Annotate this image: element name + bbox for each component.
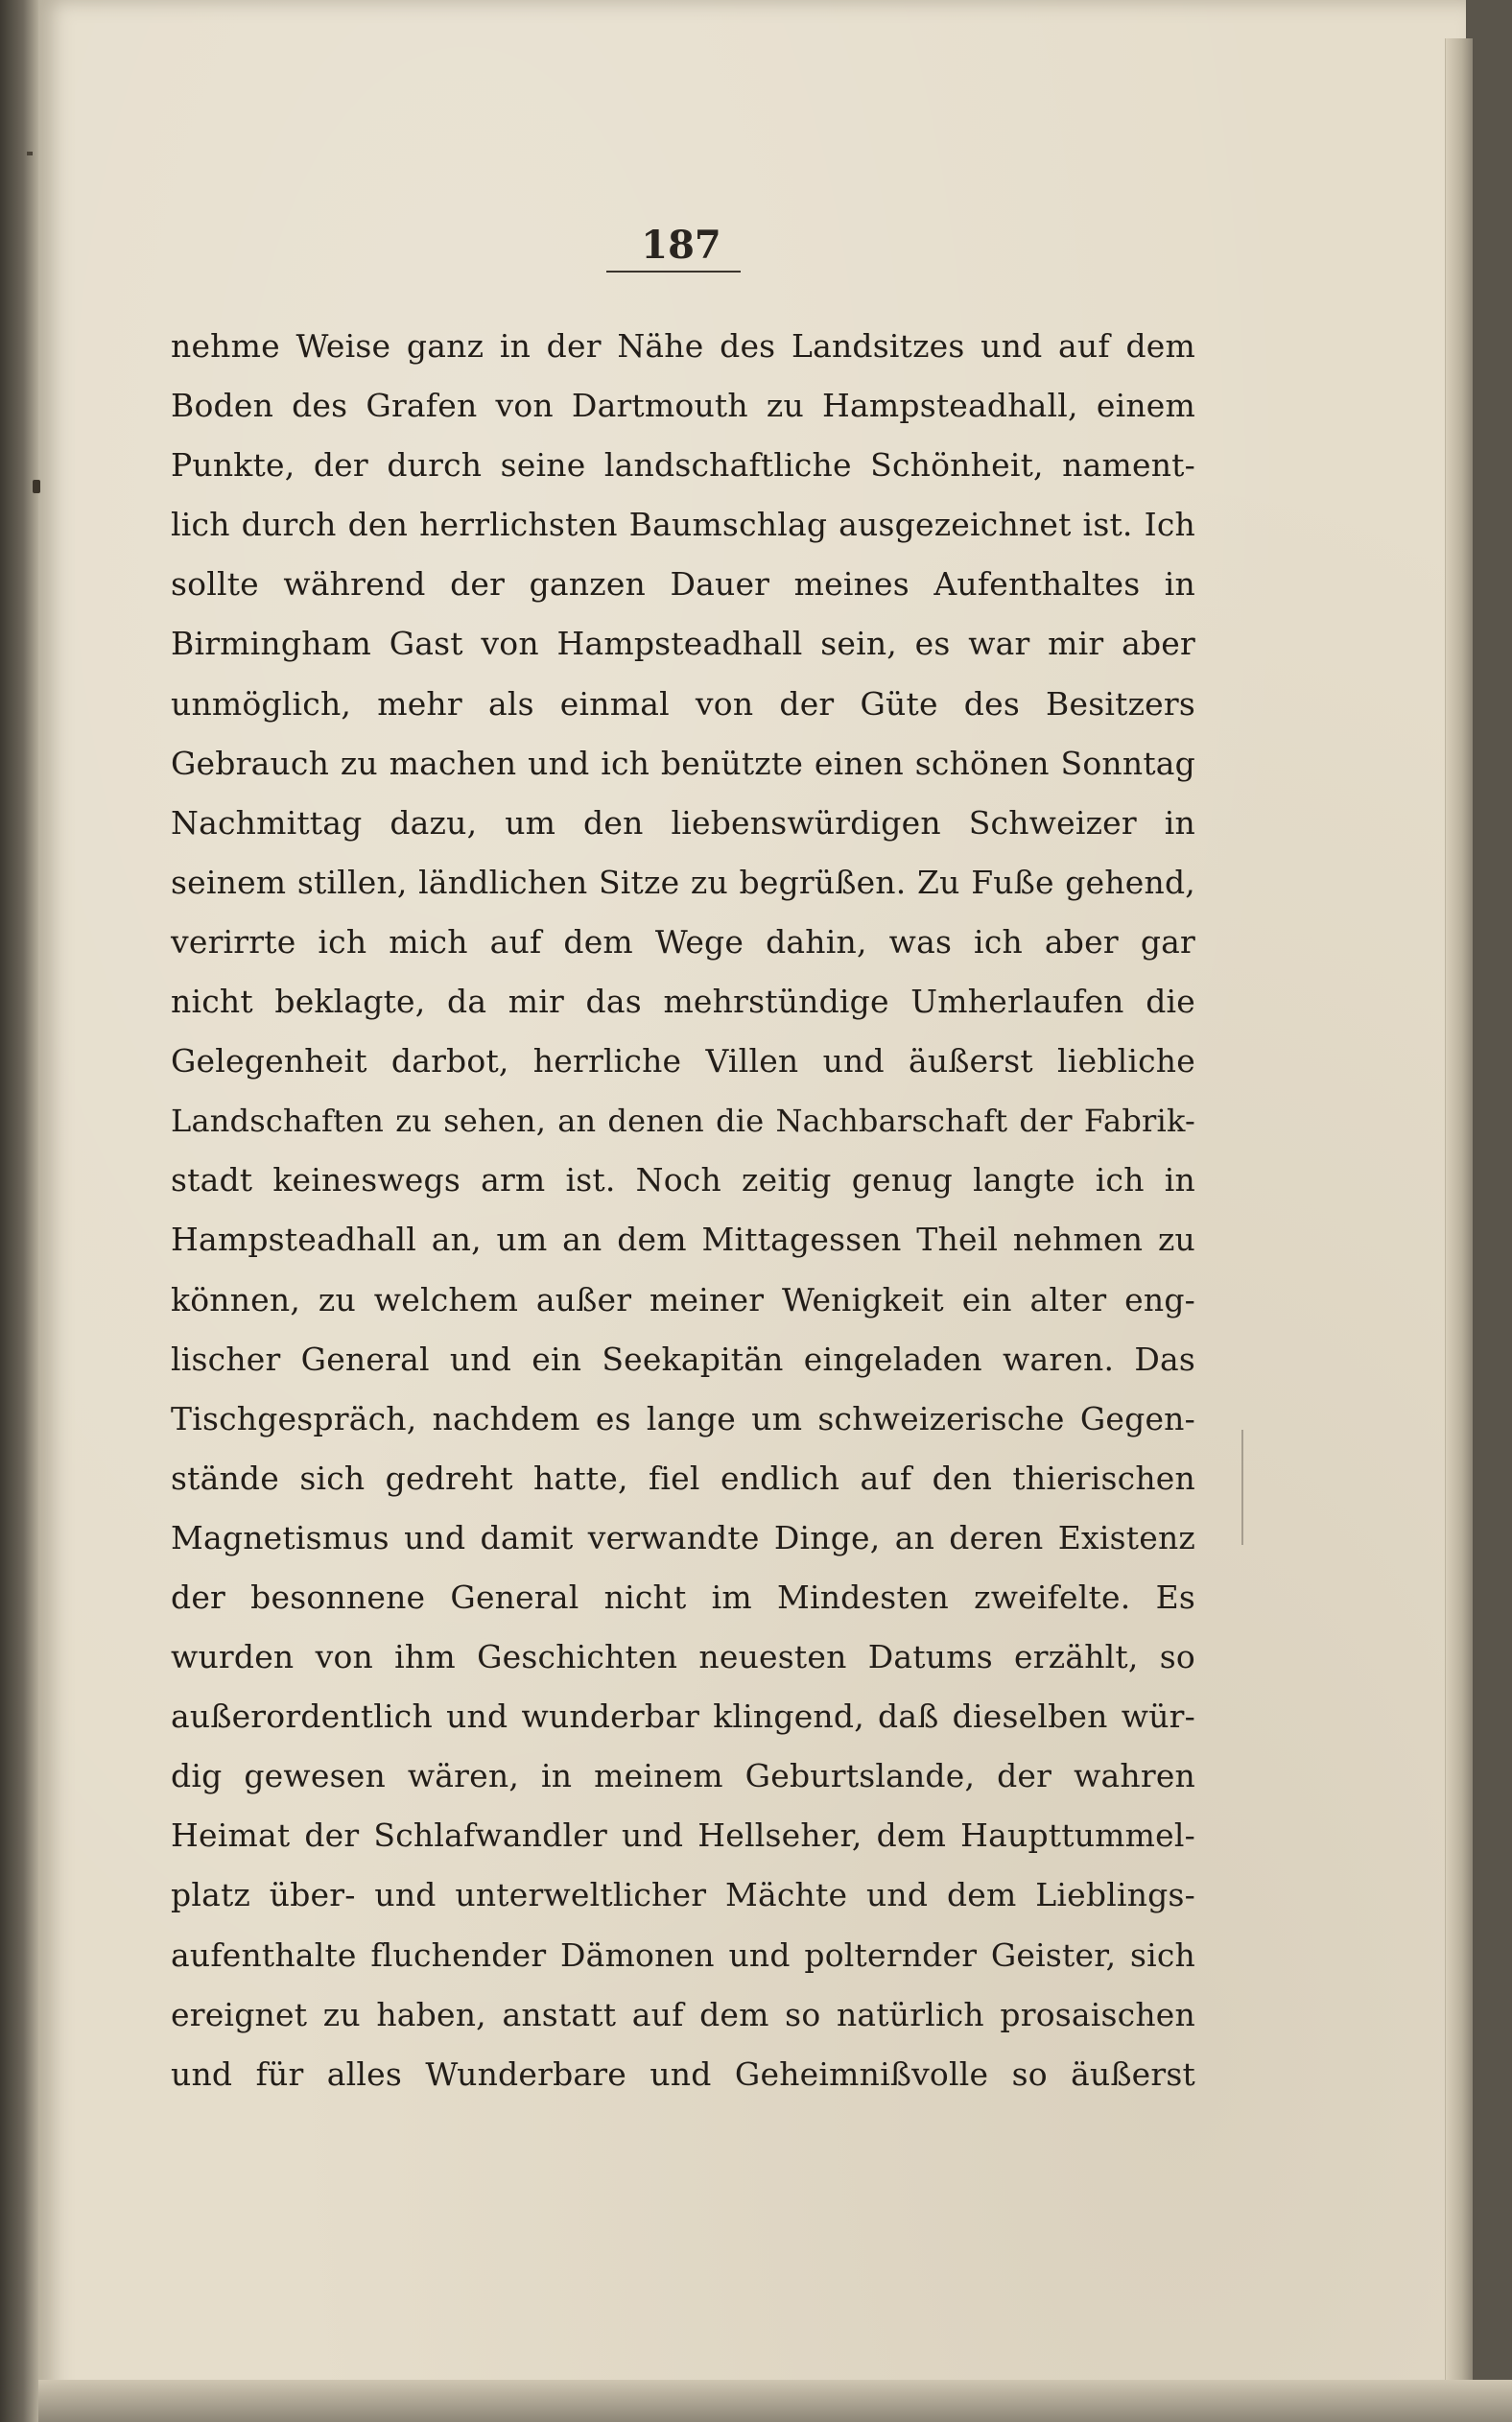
text-line: Nachmittag dazu, um den liebenswürdigen Schweizer in — [171, 803, 1195, 842]
margin-line — [1241, 1430, 1243, 1545]
text-line: wurden von ihm Geschichten neuesten Datums erzählt, so — [171, 1638, 1195, 1676]
text-line: Magnetismus und damit verwandte Dinge, an deren Existenz — [171, 1518, 1195, 1556]
text-line: dig gewesen wären, in meinem Geburtslande, der wahren — [171, 1757, 1195, 1795]
page-number-rule — [606, 271, 741, 273]
margin-mark — [27, 152, 33, 155]
text-line: unmöglich, mehr als einmal von der Güte des Besitzers — [171, 684, 1195, 723]
page-bottom-edge — [38, 2380, 1512, 2422]
text-line: ereignet zu haben, anstatt auf dem so natürlich prosaischen — [171, 1995, 1195, 2033]
page-edge — [1445, 38, 1473, 2380]
page-number: 187 — [641, 223, 721, 268]
text-line: Landschaften zu sehen, an denen die Nachbarschaft der Fabrik- — [171, 1103, 1195, 1140]
text-line: lischer General und ein Seekapitän eingeladen waren. Das — [171, 1340, 1195, 1378]
text-line: außerordentlich und wunderbar klingend, daß dieselben wür- — [171, 1698, 1195, 1736]
text-line: sollte während der ganzen Dauer meines Aufenthaltes in — [171, 565, 1195, 604]
text-line: verirrte ich mich auf dem Wege dahin, was ich aber gar — [171, 922, 1195, 961]
text-line: nehme Weise ganz in der Nähe des Landsitzes und auf dem — [171, 327, 1195, 365]
text-line: platz über- und unterweltlicher Mächte und dem Lieblings- — [171, 1876, 1195, 1914]
text-line: Boden des Grafen von Dartmouth zu Hampsteadhall, einem — [171, 387, 1195, 425]
text-line: stände sich gedreht hatte, fiel endlich auf den thierischen — [171, 1459, 1195, 1497]
text-line: seinem stillen, ländlichen Sitze zu begrüßen. Zu Fuße gehend, — [171, 863, 1195, 901]
text-line: stadt keineswegs arm ist. Noch zeitig genug langte ich in — [171, 1161, 1195, 1199]
text-line: und für alles Wunderbare und Geheimnißvolle so äußerst — [171, 2054, 1195, 2093]
text-line: Hampsteadhall an, um an dem Mittagessen Theil nehmen zu — [171, 1221, 1195, 1259]
margin-mark — [33, 480, 40, 493]
text-line: Heimat der Schlafwandler und Hellseher, dem Haupttummel- — [171, 1816, 1195, 1855]
text-line: nicht beklagte, da mir das mehrstündige Umherlaufen die — [171, 983, 1195, 1021]
text-line: Gelegenheit darbot, herrliche Villen und äußerst liebliche — [171, 1042, 1195, 1080]
text-line: Tischgespräch, nachdem es lange um schweizerische Gegen- — [171, 1399, 1195, 1437]
text-line: aufenthalte fluchender Dämonen und polternder Geister, sich — [171, 1935, 1195, 1974]
text-line: Gebrauch zu machen und ich benützte einen schönen Sonntag — [171, 744, 1195, 782]
text-line: lich durch den herrlichsten Baumschlag ausgezeichnet ist. Ich — [171, 506, 1195, 544]
body-text — [171, 317, 1195, 2104]
text-line: Punkte, der durch seine landschaftliche Schönheit, nament- — [171, 446, 1195, 485]
text-line: können, zu welchem außer meiner Wenigkeit ein alter eng- — [171, 1280, 1195, 1318]
text-line: Birmingham Gast von Hampsteadhall sein, es war mir aber — [171, 625, 1195, 663]
text-line: der besonnene General nicht im Mindesten zweifelte. Es — [171, 1578, 1195, 1616]
